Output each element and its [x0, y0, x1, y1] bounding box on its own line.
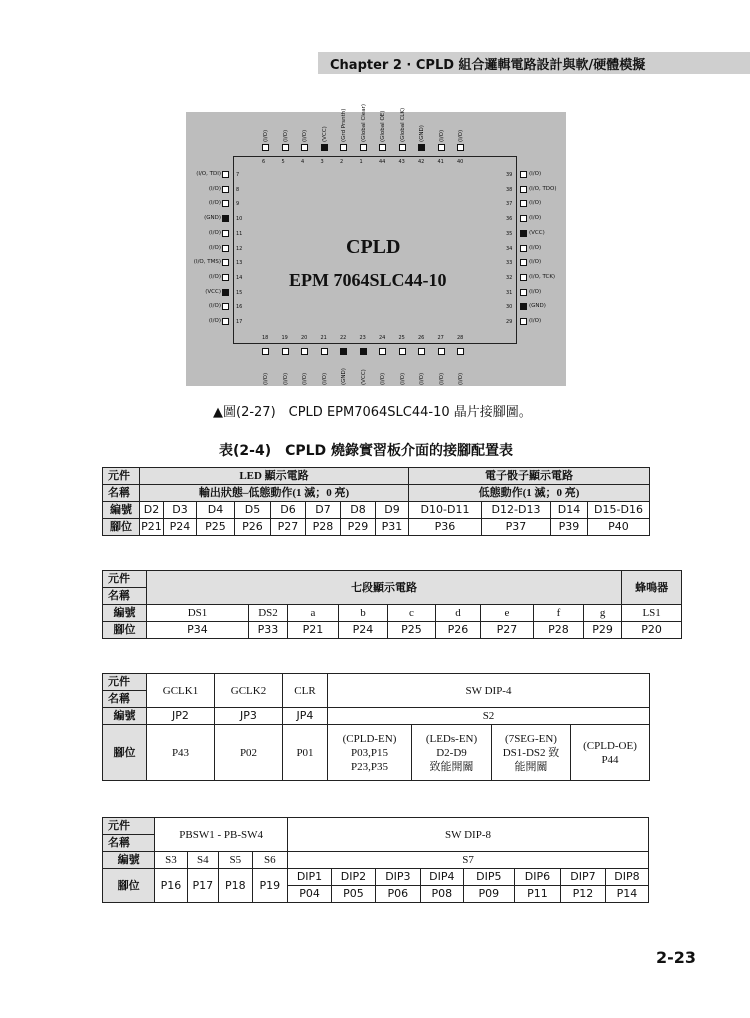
pin-cell: P34: [147, 622, 249, 639]
chip-name: CPLD: [346, 236, 401, 258]
code-cell: e: [481, 605, 534, 622]
name-label: 名稱: [103, 691, 147, 708]
pin-pad: [340, 348, 347, 355]
pin-number: 7: [236, 172, 240, 178]
pin-label: (Grd Prsnth): [341, 108, 347, 142]
dip-cell: DIP3: [375, 869, 420, 886]
pin-cell: P43: [147, 725, 215, 781]
pin-label: (I/O): [208, 185, 221, 192]
pin-label: (I/O): [438, 372, 445, 385]
code-cell: S2: [328, 708, 650, 725]
pin-label: (I/O): [458, 372, 464, 385]
pin-label: (I/O): [208, 273, 221, 280]
code-cell: JP4: [283, 708, 328, 725]
led-dice-pin-table: [102, 467, 650, 536]
pin-label: (I/O): [302, 129, 308, 142]
dip-pin-cell: P04: [288, 886, 332, 903]
chip-pinout-figure: [186, 104, 566, 386]
pin-number: 13: [236, 260, 243, 267]
cpld-oe-cell: [571, 725, 650, 781]
dip-pin-cell: P08: [420, 886, 463, 903]
pin-pad: [222, 171, 229, 178]
cell-line: (CPLD-OE): [583, 739, 637, 752]
code-cell: d: [436, 605, 481, 622]
pin-number: 44: [379, 159, 386, 165]
dip-cell: DIP2: [331, 869, 375, 886]
name-label: 名稱: [103, 588, 147, 605]
pin-label: (GND): [419, 125, 425, 142]
pin-number: 39: [506, 172, 513, 178]
pin-label: 腳位: [103, 622, 147, 639]
pin-pad: [222, 289, 229, 296]
pin-number: 33: [506, 260, 513, 267]
pin-pad: [520, 274, 527, 281]
pin-number: 36: [506, 216, 513, 223]
cell-line: DS1-DS2 致: [502, 746, 560, 759]
code-cell: S5: [219, 852, 252, 869]
table-title: 表(2-4) CPLD 燒錄實習板介面的接腳配置表: [219, 443, 514, 459]
pin-label: (I/O): [529, 244, 542, 251]
pin-cell: P29: [341, 519, 376, 536]
pin-label: (I/O): [282, 372, 289, 385]
pin-label: (I/O): [419, 372, 425, 385]
pin-cell: P20: [622, 622, 682, 639]
pin-number: 8: [236, 186, 240, 193]
cell-line: P44: [601, 753, 619, 766]
code-cell: D4: [197, 502, 235, 519]
pin-cell: P36: [409, 519, 482, 536]
dip-pin-cell: P05: [331, 886, 375, 903]
code-cell: D15-D16: [588, 502, 650, 519]
component-label: 元件: [103, 818, 155, 835]
pin-number: 18: [262, 335, 269, 341]
seven-segment-pin-table: [102, 570, 682, 639]
cell-line: D2-D9: [436, 746, 467, 759]
pin-label: (VCC): [529, 229, 545, 236]
pin-cell: P01: [283, 725, 328, 781]
pin-cell: P02: [215, 725, 283, 781]
code-cell: b: [339, 605, 388, 622]
pin-cell: P28: [534, 622, 584, 639]
pin-label: (GND): [204, 215, 221, 222]
code-cell: JP2: [147, 708, 215, 725]
pin-pad: [520, 171, 527, 178]
pin-number: 32: [506, 274, 513, 281]
pin-pad: [282, 348, 289, 355]
dip-pin-cell: P14: [605, 886, 648, 903]
code-cell: D14: [551, 502, 588, 519]
pin-pad: [399, 348, 406, 355]
pin-cell: P24: [164, 519, 197, 536]
pin-label: (I/O): [458, 129, 464, 142]
sw-dip8-title: SW DIP-8: [288, 818, 649, 852]
code-cell: D2: [140, 502, 164, 519]
pin-label: (I/O): [529, 215, 542, 222]
code-label: 編號: [103, 852, 155, 869]
dip-cell: DIP6: [514, 869, 560, 886]
code-cell: S3: [155, 852, 187, 869]
pin-pad: [321, 348, 328, 355]
pin-pad: [418, 348, 425, 355]
dip-cell: DIP8: [605, 869, 648, 886]
cell-line: (CPLD-EN): [342, 732, 397, 745]
pin-label: (VCC): [321, 126, 328, 142]
pin-pad: [282, 144, 289, 151]
pin-pad: [301, 144, 308, 151]
pin-cell: P26: [436, 622, 481, 639]
pin-pad: [379, 144, 386, 151]
pin-cell: P17: [187, 869, 218, 903]
pin-number: 40: [457, 159, 464, 165]
pin-cell: P21: [288, 622, 339, 639]
component-label: 元件: [103, 468, 140, 485]
pin-pad: [222, 274, 229, 281]
pin-cell: P29: [584, 622, 622, 639]
pin-pad: [262, 144, 269, 151]
pin-number: 34: [506, 245, 513, 252]
pin-pad: [222, 230, 229, 237]
pin-pad: [520, 200, 527, 207]
pin-number: 26: [418, 335, 425, 341]
pin-label: (I/O): [321, 372, 328, 385]
pin-pad: [520, 318, 527, 325]
pin-number: 2: [340, 159, 344, 165]
code-cell: D10-D11: [409, 502, 482, 519]
clock-switch-pin-table: [102, 673, 650, 781]
cpld-en-cell: [328, 725, 412, 781]
code-cell: D5: [235, 502, 271, 519]
pin-number: 19: [281, 335, 288, 341]
pin-label: (I/O, TDI): [196, 171, 221, 177]
pin-label: 腳位: [103, 869, 155, 903]
pin-pad: [262, 348, 269, 355]
pin-label: (I/O): [529, 259, 542, 266]
pin-label: (I/O): [208, 229, 221, 236]
pin-pad: [222, 318, 229, 325]
dip-cell: DIP1: [288, 869, 332, 886]
pin-label: (I/O): [438, 129, 445, 142]
component-label: 元件: [103, 674, 147, 691]
code-cell: DS1: [147, 605, 249, 622]
code-cell: g: [584, 605, 622, 622]
pin-pad: [438, 144, 445, 151]
pin-number: 43: [398, 159, 405, 165]
pushbutton-dip8-pin-table: [102, 817, 649, 903]
dice-circuit-subtitle: 低態動作(1 滅；0 亮): [409, 485, 650, 502]
pin-pad: [520, 186, 527, 193]
code-cell: D6: [271, 502, 306, 519]
pin-cell: P19: [252, 869, 288, 903]
pin-cell: P27: [271, 519, 306, 536]
pin-pad: [399, 144, 406, 151]
pin-number: 42: [418, 159, 425, 165]
code-cell: D8: [341, 502, 376, 519]
cell-line: 能開關: [514, 760, 548, 773]
dip-cell: DIP4: [420, 869, 463, 886]
dip-pin-cell: P09: [463, 886, 514, 903]
pin-label: (Global Clear): [360, 104, 367, 142]
pin-number: 27: [437, 335, 444, 341]
pin-pad: [418, 144, 425, 151]
pin-label: (I/O): [529, 318, 542, 324]
pin-cell: P25: [388, 622, 436, 639]
pin-label: (I/O): [529, 288, 542, 295]
pin-pad: [222, 186, 229, 193]
pin-cell: P16: [155, 869, 187, 903]
pin-number: 24: [379, 335, 386, 341]
chapter-header: Chapter 2 · CPLD 組合邏輯電路設計與軟/硬體模擬: [330, 58, 646, 73]
pin-number: 1: [359, 159, 363, 165]
cell-line: (LEDs-EN): [425, 732, 478, 745]
pin-pad: [360, 348, 367, 355]
name-label: 名稱: [103, 485, 140, 502]
pin-pad: [301, 348, 308, 355]
pin-pad: [222, 215, 229, 222]
code-cell: LS1: [622, 605, 682, 622]
cell-line: 致能開關: [429, 760, 474, 773]
pin-number: 14: [236, 274, 243, 281]
gclk2-title: GCLK2: [215, 674, 283, 708]
pin-cell: P37: [482, 519, 551, 536]
component-label: 元件: [103, 571, 147, 588]
pin-number: 25: [398, 335, 405, 341]
code-cell: a: [288, 605, 339, 622]
pin-number: 12: [236, 245, 243, 252]
pin-label: (Global CLK): [399, 107, 406, 142]
pin-pad: [340, 144, 347, 151]
pin-pad: [222, 259, 229, 266]
pin-label: (I/O, TMS): [193, 259, 221, 266]
pin-label: (VCC): [205, 288, 221, 295]
pin-pad: [222, 200, 229, 207]
cell-line: P23,P35: [351, 760, 388, 773]
pin-cell: P21: [140, 519, 164, 536]
code-cell: f: [534, 605, 584, 622]
pin-label: (I/O): [302, 372, 308, 385]
pin-label: (GND): [529, 303, 546, 310]
pin-cell: P24: [339, 622, 388, 639]
pin-label: (I/O): [282, 129, 289, 142]
pin-number: 35: [506, 230, 513, 237]
pin-cell: P25: [197, 519, 235, 536]
pin-number: 9: [236, 201, 240, 208]
pin-number: 20: [301, 335, 308, 341]
pin-label: (I/O): [208, 318, 221, 324]
pin-label: (I/O): [263, 372, 269, 385]
pin-pad: [457, 348, 464, 355]
pin-cell: P27: [481, 622, 534, 639]
code-cell: S7: [288, 852, 649, 869]
pin-label: (VCC): [360, 369, 367, 385]
dip-pin-cell: P11: [514, 886, 560, 903]
dip-pin-cell: P06: [375, 886, 420, 903]
pin-cell: P33: [249, 622, 288, 639]
pin-label: 腳位: [103, 725, 147, 781]
pin-number: 31: [506, 289, 513, 296]
code-cell: S6: [252, 852, 288, 869]
pin-label: (I/O): [208, 200, 221, 207]
clr-title: CLR: [283, 674, 328, 708]
buzzer-title: 蜂鳴器: [622, 571, 682, 605]
code-cell: D7: [306, 502, 341, 519]
code-cell: D12-D13: [482, 502, 551, 519]
pin-label: (I/O): [399, 372, 406, 385]
dip-cell: DIP7: [560, 869, 605, 886]
cell-line: (7SEG-EN): [505, 732, 557, 745]
led-circuit-subtitle: 輸出狀態–低態動作(1 滅；0 亮): [140, 485, 409, 502]
cell-line: P03,P15: [351, 746, 388, 759]
pin-pad: [520, 259, 527, 266]
pin-number: 10: [236, 216, 243, 223]
pin-label: (I/O, TCK): [529, 273, 556, 280]
pin-number: 30: [506, 304, 513, 311]
pin-label: (I/O): [380, 372, 386, 385]
chip-part-number: EPM 7064SLC44-10: [289, 270, 447, 290]
leds-en-cell: [412, 725, 492, 781]
pin-label: (GND): [341, 368, 347, 385]
name-label: 名稱: [103, 835, 155, 852]
code-cell: D9: [376, 502, 409, 519]
pin-pad: [520, 230, 527, 237]
pin-number: 4: [301, 159, 305, 165]
pin-number: 21: [320, 335, 327, 341]
pin-number: 3: [320, 159, 324, 165]
pin-label: (I/O): [529, 171, 542, 177]
pin-pad: [222, 303, 229, 310]
pin-pad: [222, 245, 229, 252]
pin-label: (I/O): [208, 244, 221, 251]
dip-pin-cell: P12: [560, 886, 605, 903]
pin-pad: [457, 144, 464, 151]
pin-label: (I/O): [263, 129, 269, 142]
pin-pad: [438, 348, 445, 355]
page-number: 2-23: [656, 948, 697, 967]
code-cell: c: [388, 605, 436, 622]
pin-cell: P18: [219, 869, 252, 903]
pin-pad: [360, 144, 367, 151]
pin-label: 腳位: [103, 519, 140, 536]
gclk1-title: GCLK1: [147, 674, 215, 708]
dip-cell: DIP5: [463, 869, 514, 886]
pin-cell: P26: [235, 519, 271, 536]
code-label: 編號: [103, 502, 140, 519]
pin-label: (Global OE): [380, 110, 386, 142]
pin-number: 41: [437, 159, 444, 165]
pin-number: 29: [506, 319, 513, 325]
code-cell: DS2: [249, 605, 288, 622]
led-circuit-title: LED 顯示電路: [140, 468, 409, 485]
dice-circuit-title: 電子骰子顯示電路: [409, 468, 650, 485]
pin-label: (I/O): [529, 200, 542, 207]
pin-cell: P40: [588, 519, 650, 536]
pin-number: 38: [506, 186, 513, 193]
code-label: 編號: [103, 605, 147, 622]
code-cell: JP3: [215, 708, 283, 725]
pb-switch-title: PBSW1 - PB-SW4: [155, 818, 288, 852]
pin-number: 5: [281, 159, 285, 165]
pin-cell: P31: [376, 519, 409, 536]
pin-pad: [379, 348, 386, 355]
pin-pad: [520, 303, 527, 310]
code-label: 編號: [103, 708, 147, 725]
pin-pad: [520, 215, 527, 222]
pin-pad: [321, 144, 328, 151]
pin-number: 11: [236, 230, 243, 237]
seven-segment-title: 七段顯示電路: [147, 571, 622, 605]
pin-label: (I/O, TDO): [529, 185, 557, 192]
pin-cell: P28: [306, 519, 341, 536]
pin-number: 23: [359, 335, 366, 341]
figure-caption: ▲圖(2-27) CPLD EPM7064SLC44-10 晶片接腳圖。: [213, 405, 532, 420]
pin-number: 16: [236, 304, 243, 311]
pin-number: 28: [457, 335, 464, 341]
pin-cell: P39: [551, 519, 588, 536]
pin-label: (I/O): [208, 303, 221, 310]
pin-pad: [520, 289, 527, 296]
pin-pad: [520, 245, 527, 252]
pin-number: 37: [506, 201, 513, 208]
code-cell: S4: [187, 852, 218, 869]
pin-number: 22: [340, 335, 347, 341]
sw-dip4-title: SW DIP-4: [328, 674, 650, 708]
pin-number: 17: [236, 319, 243, 325]
pin-number: 6: [262, 159, 266, 165]
7seg-en-cell: [492, 725, 571, 781]
code-cell: D3: [164, 502, 197, 519]
pin-number: 15: [236, 289, 243, 296]
